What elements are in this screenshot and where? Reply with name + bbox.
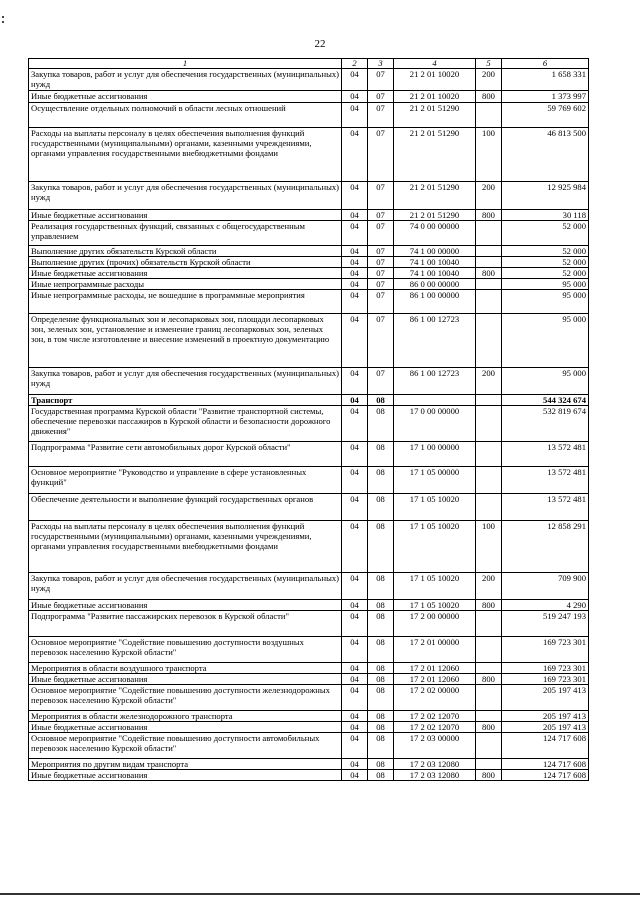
page-number: 22 [314, 38, 326, 50]
cell-section: 04 [342, 406, 368, 442]
scan-edge-mark [2, 16, 5, 26]
cell-amount: 1 658 331 [502, 69, 589, 91]
column-header-3: 3 [368, 59, 394, 69]
cell-expense-type: 800 [476, 91, 502, 103]
cell-section: 04 [342, 759, 368, 770]
table-row [29, 467, 589, 494]
cell-amount: 13 572 481 [502, 467, 589, 494]
table-row [29, 573, 589, 600]
cell-section: 04 [342, 685, 368, 711]
cell-section: 04 [342, 279, 368, 290]
scan-bottom-edge [0, 893, 640, 895]
cell-amount: 1 373 997 [502, 91, 589, 103]
cell-amount: 52 000 [502, 268, 589, 279]
table-row [29, 103, 589, 128]
cell-name: Закупка товаров, работ и услуг для обеспечения государственных (муниципальных) нужд [29, 368, 342, 395]
cell-amount: 95 000 [502, 368, 589, 395]
table-row [29, 368, 589, 395]
cell-subsection: 08 [368, 663, 394, 674]
cell-name: Расходы на выплаты персоналу в целях обеспечения выполнения функций государственными (муниципальными) органами, казенными учреждениями, органами управления государственными внебюджетными фондами [29, 521, 342, 573]
cell-expense-type: 200 [476, 573, 502, 600]
cell-amount: 52 000 [502, 221, 589, 246]
cell-name: Государственная программа Курской области "Развитие транспортной системы, обеспечение перевозки пассажиров в Курской области и безопасности дорожного движения" [29, 406, 342, 442]
cell-target-code: 17 1 05 10020 [394, 521, 476, 573]
cell-name: Основное мероприятие "Содействие повышению доступности железнодорожных перевозок населению Курской области" [29, 685, 342, 711]
cell-name: Расходы на выплаты персоналу в целях обеспечения выполнения функций государственными (муниципальными) органами, казенными учреждениями, органами управления государственными внебюджетными фондами [29, 128, 342, 182]
cell-target-code: 17 2 01 12060 [394, 674, 476, 685]
cell-amount: 205 197 413 [502, 711, 589, 722]
cell-subsection: 08 [368, 711, 394, 722]
cell-amount: 95 000 [502, 314, 589, 368]
column-header-5: 5 [476, 59, 502, 69]
cell-target-code: 74 1 00 00000 [394, 246, 476, 257]
cell-target-code: 17 2 02 12070 [394, 711, 476, 722]
cell-expense-type [476, 442, 502, 467]
cell-name: Основное мероприятие "Содействие повышению доступности воздушных перевозок населению Курской области" [29, 637, 342, 663]
cell-section: 04 [342, 91, 368, 103]
cell-subsection: 07 [368, 257, 394, 268]
cell-subsection: 08 [368, 600, 394, 611]
cell-subsection: 07 [368, 290, 394, 314]
cell-target-code: 17 2 03 12080 [394, 770, 476, 781]
table-row [29, 759, 589, 770]
cell-subsection: 08 [368, 467, 394, 494]
cell-subsection: 07 [368, 69, 394, 91]
cell-expense-type [476, 221, 502, 246]
cell-name: Иные бюджетные ассигнования [29, 674, 342, 685]
cell-target-code: 17 2 01 00000 [394, 637, 476, 663]
cell-section: 04 [342, 314, 368, 368]
table-row [29, 663, 589, 674]
table-row [29, 246, 589, 257]
cell-subsection: 07 [368, 103, 394, 128]
table-row [29, 406, 589, 442]
cell-subsection: 08 [368, 611, 394, 637]
budget-table-container [28, 58, 588, 781]
cell-target-code: 21 2 01 51290 [394, 210, 476, 221]
cell-section: 04 [342, 674, 368, 685]
table-row [29, 722, 589, 733]
cell-amount: 544 324 674 [502, 395, 589, 406]
cell-amount: 709 900 [502, 573, 589, 600]
cell-expense-type [476, 467, 502, 494]
cell-expense-type: 800 [476, 268, 502, 279]
cell-expense-type: 800 [476, 600, 502, 611]
cell-subsection: 07 [368, 246, 394, 257]
cell-name: Подпрограмма "Развитие пассажирских перевозок в Курской области" [29, 611, 342, 637]
table-row [29, 637, 589, 663]
cell-name: Определение функциональных зон и лесопарковых зон, площади лесопарковых зон, зеленых зон, установление и изменение границ лесопарковых зон, зеленых зон, в том числе изготовление и внесение изменений в проектную документацию [29, 314, 342, 368]
column-header-1: 1 [29, 59, 342, 69]
table-row [29, 674, 589, 685]
cell-expense-type: 200 [476, 69, 502, 91]
table-row [29, 733, 589, 759]
cell-subsection: 07 [368, 368, 394, 395]
table-header-row [29, 59, 589, 69]
cell-name: Выполнение других обязательств Курской области [29, 246, 342, 257]
cell-amount: 124 717 608 [502, 759, 589, 770]
cell-amount: 12 858 291 [502, 521, 589, 573]
cell-expense-type [476, 611, 502, 637]
cell-subsection: 07 [368, 221, 394, 246]
cell-name: Иные бюджетные ассигнования [29, 210, 342, 221]
cell-name: Иные бюджетные ассигнования [29, 600, 342, 611]
table-row [29, 685, 589, 711]
cell-name: Закупка товаров, работ и услуг для обеспечения государственных (муниципальных) нужд [29, 69, 342, 91]
cell-amount: 13 572 481 [502, 494, 589, 521]
cell-target-code: 74 1 00 10040 [394, 257, 476, 268]
table-row [29, 395, 589, 406]
cell-section: 04 [342, 221, 368, 246]
cell-name: Иные бюджетные ассигнования [29, 770, 342, 781]
cell-expense-type [476, 685, 502, 711]
cell-target-code: 21 2 01 51290 [394, 182, 476, 210]
cell-target-code: 86 1 00 12723 [394, 368, 476, 395]
cell-expense-type [476, 733, 502, 759]
cell-subsection: 07 [368, 279, 394, 290]
table-row [29, 611, 589, 637]
cell-expense-type: 800 [476, 674, 502, 685]
cell-subsection: 08 [368, 406, 394, 442]
cell-expense-type: 200 [476, 182, 502, 210]
column-header-6: 6 [502, 59, 589, 69]
cell-expense-type: 800 [476, 210, 502, 221]
cell-amount: 52 000 [502, 257, 589, 268]
cell-target-code: 17 1 05 10020 [394, 494, 476, 521]
table-row [29, 268, 589, 279]
cell-expense-type [476, 314, 502, 368]
cell-name: Подпрограмма "Развитие сети автомобильных дорог Курской области" [29, 442, 342, 467]
table-row [29, 128, 589, 182]
table-body [29, 69, 589, 781]
cell-target-code: 17 2 02 12070 [394, 722, 476, 733]
cell-name: Транспорт [29, 395, 342, 406]
cell-target-code: 17 0 00 00000 [394, 406, 476, 442]
column-header-2: 2 [342, 59, 368, 69]
cell-expense-type [476, 637, 502, 663]
cell-subsection: 08 [368, 637, 394, 663]
column-header-4: 4 [394, 59, 476, 69]
cell-target-code: 86 1 00 00000 [394, 290, 476, 314]
cell-amount: 30 118 [502, 210, 589, 221]
cell-section: 04 [342, 210, 368, 221]
cell-section: 04 [342, 290, 368, 314]
cell-section: 04 [342, 257, 368, 268]
table-row [29, 257, 589, 268]
cell-subsection: 08 [368, 674, 394, 685]
cell-target-code: 21 2 01 10020 [394, 91, 476, 103]
cell-section: 04 [342, 268, 368, 279]
table-row [29, 770, 589, 781]
cell-amount: 59 769 602 [502, 103, 589, 128]
cell-subsection: 07 [368, 91, 394, 103]
cell-expense-type [476, 711, 502, 722]
cell-name: Выполнение других (прочих) обязательств Курской области [29, 257, 342, 268]
cell-target-code: 17 2 01 12060 [394, 663, 476, 674]
table-row [29, 711, 589, 722]
table-row [29, 69, 589, 91]
cell-amount: 13 572 481 [502, 442, 589, 467]
cell-section: 04 [342, 128, 368, 182]
cell-section: 04 [342, 573, 368, 600]
cell-amount: 124 717 608 [502, 733, 589, 759]
cell-subsection: 08 [368, 395, 394, 406]
cell-name: Иные бюджетные ассигнования [29, 91, 342, 103]
table-row [29, 314, 589, 368]
table-row [29, 600, 589, 611]
cell-amount: 95 000 [502, 279, 589, 290]
cell-subsection: 08 [368, 759, 394, 770]
cell-name: Обеспечение деятельности и выполнение функций государственных органов [29, 494, 342, 521]
cell-subsection: 07 [368, 268, 394, 279]
cell-subsection: 08 [368, 521, 394, 573]
table-row [29, 290, 589, 314]
cell-name: Иные непрограммные расходы, не вошедшие в программные мероприятия [29, 290, 342, 314]
cell-amount: 95 000 [502, 290, 589, 314]
cell-expense-type [476, 663, 502, 674]
cell-target-code: 17 1 05 10020 [394, 573, 476, 600]
cell-expense-type: 800 [476, 770, 502, 781]
cell-expense-type [476, 406, 502, 442]
cell-amount: 52 000 [502, 246, 589, 257]
cell-target-code: 17 2 02 00000 [394, 685, 476, 711]
cell-target-code: 17 2 03 00000 [394, 733, 476, 759]
cell-name: Мероприятия в области железнодорожного транспорта [29, 711, 342, 722]
cell-amount: 169 723 301 [502, 674, 589, 685]
cell-expense-type [476, 494, 502, 521]
table-row [29, 182, 589, 210]
cell-amount: 124 717 608 [502, 770, 589, 781]
cell-section: 04 [342, 770, 368, 781]
cell-amount: 205 197 413 [502, 685, 589, 711]
table-row [29, 494, 589, 521]
cell-amount: 4 290 [502, 600, 589, 611]
table-row [29, 210, 589, 221]
cell-name: Основное мероприятие "Содействие повышению доступности автомобильных перевозок населению Курской области" [29, 733, 342, 759]
cell-expense-type [476, 759, 502, 770]
cell-expense-type [476, 246, 502, 257]
table-row [29, 91, 589, 103]
cell-expense-type [476, 279, 502, 290]
cell-target-code: 74 1 00 10040 [394, 268, 476, 279]
cell-section: 04 [342, 246, 368, 257]
budget-table [28, 58, 589, 781]
cell-subsection: 07 [368, 210, 394, 221]
cell-amount: 46 813 500 [502, 128, 589, 182]
cell-section: 04 [342, 69, 368, 91]
cell-name: Закупка товаров, работ и услуг для обеспечения государственных (муниципальных) нужд [29, 573, 342, 600]
cell-subsection: 07 [368, 128, 394, 182]
cell-amount: 205 197 413 [502, 722, 589, 733]
table-row [29, 442, 589, 467]
cell-section: 04 [342, 368, 368, 395]
cell-name: Мероприятия по другим видам транспорта [29, 759, 342, 770]
cell-target-code: 17 1 00 00000 [394, 442, 476, 467]
cell-subsection: 07 [368, 182, 394, 210]
cell-section: 04 [342, 600, 368, 611]
cell-section: 04 [342, 637, 368, 663]
cell-expense-type [476, 395, 502, 406]
cell-subsection: 08 [368, 770, 394, 781]
cell-section: 04 [342, 182, 368, 210]
cell-target-code: 17 1 05 00000 [394, 467, 476, 494]
cell-target-code: 17 1 05 10020 [394, 600, 476, 611]
cell-name: Иные бюджетные ассигнования [29, 268, 342, 279]
cell-name: Мероприятия в области воздушного транспорта [29, 663, 342, 674]
cell-subsection: 08 [368, 685, 394, 711]
cell-target-code [394, 395, 476, 406]
cell-target-code: 21 2 01 51290 [394, 103, 476, 128]
cell-section: 04 [342, 733, 368, 759]
cell-subsection: 08 [368, 722, 394, 733]
cell-amount: 532 819 674 [502, 406, 589, 442]
cell-name: Закупка товаров, работ и услуг для обеспечения государственных (муниципальных) нужд [29, 182, 342, 210]
cell-amount: 12 925 984 [502, 182, 589, 210]
cell-section: 04 [342, 467, 368, 494]
cell-expense-type: 100 [476, 521, 502, 573]
table-row [29, 279, 589, 290]
cell-section: 04 [342, 442, 368, 467]
cell-target-code: 17 2 03 12080 [394, 759, 476, 770]
cell-section: 04 [342, 395, 368, 406]
cell-section: 04 [342, 611, 368, 637]
cell-expense-type [476, 290, 502, 314]
table-row [29, 221, 589, 246]
cell-name: Иные бюджетные ассигнования [29, 722, 342, 733]
cell-name: Осуществление отдельных полномочий в области лесных отношений [29, 103, 342, 128]
cell-expense-type [476, 257, 502, 268]
table-row [29, 521, 589, 573]
cell-section: 04 [342, 103, 368, 128]
cell-section: 04 [342, 663, 368, 674]
cell-amount: 169 723 301 [502, 637, 589, 663]
cell-expense-type: 200 [476, 368, 502, 395]
cell-section: 04 [342, 521, 368, 573]
cell-target-code: 74 0 00 00000 [394, 221, 476, 246]
cell-subsection: 08 [368, 494, 394, 521]
cell-expense-type [476, 103, 502, 128]
cell-target-code: 86 1 00 12723 [394, 314, 476, 368]
cell-subsection: 08 [368, 733, 394, 759]
cell-target-code: 17 2 00 00000 [394, 611, 476, 637]
cell-expense-type: 800 [476, 722, 502, 733]
cell-name: Реализация государственных функций, связанных с общегосударственным управлением [29, 221, 342, 246]
cell-subsection: 07 [368, 314, 394, 368]
cell-target-code: 21 2 01 51290 [394, 128, 476, 182]
cell-name: Основное мероприятие "Руководство и управление в сфере установленных функций" [29, 467, 342, 494]
cell-section: 04 [342, 711, 368, 722]
cell-amount: 169 723 301 [502, 663, 589, 674]
cell-section: 04 [342, 494, 368, 521]
cell-section: 04 [342, 722, 368, 733]
cell-target-code: 21 2 01 10020 [394, 69, 476, 91]
cell-expense-type: 100 [476, 128, 502, 182]
cell-subsection: 08 [368, 442, 394, 467]
cell-subsection: 08 [368, 573, 394, 600]
cell-amount: 519 247 193 [502, 611, 589, 637]
cell-target-code: 86 0 00 00000 [394, 279, 476, 290]
cell-name: Иные непрограммные расходы [29, 279, 342, 290]
